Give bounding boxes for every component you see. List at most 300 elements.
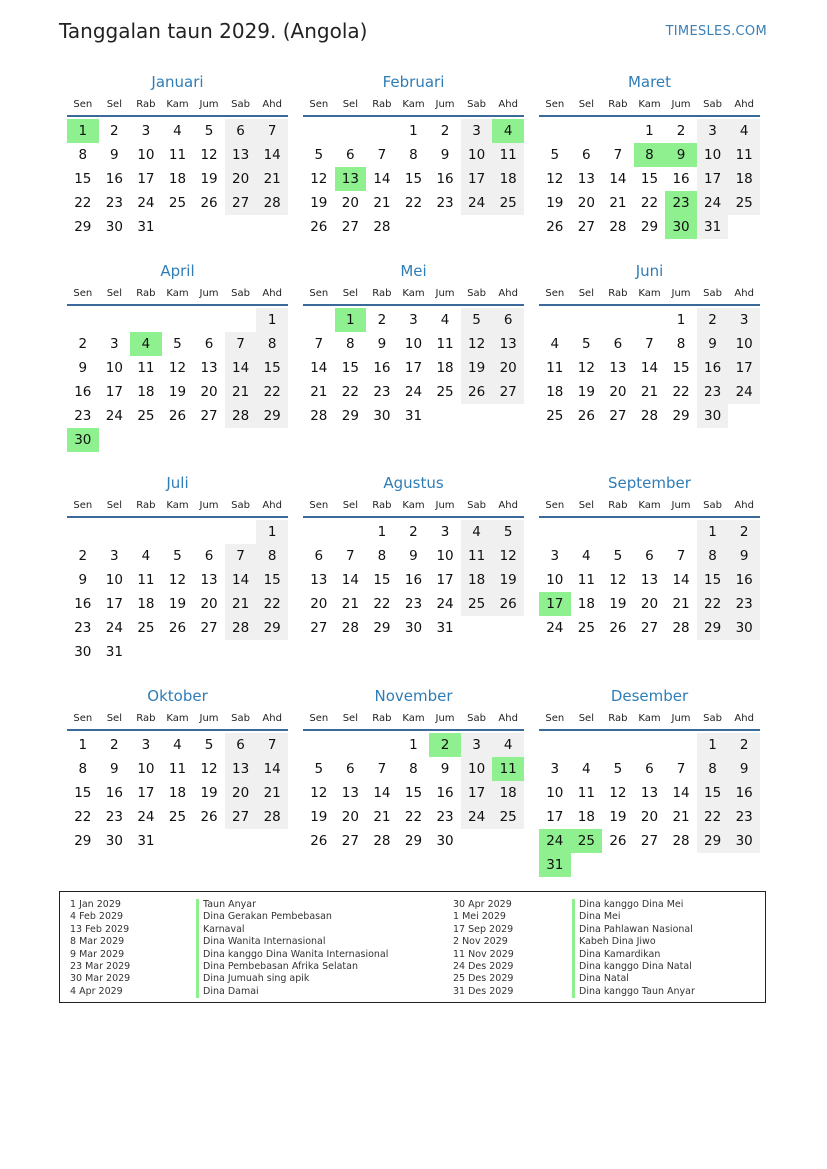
day-cell: 22 bbox=[74, 195, 92, 211]
day-cell: 15 bbox=[373, 572, 391, 588]
day-cell: 17 bbox=[461, 781, 493, 805]
holiday-name: Dina Pahlawan Nasional bbox=[572, 924, 695, 936]
holiday-date: 17 Sep 2029 bbox=[453, 923, 514, 935]
weekday-label: Sel bbox=[578, 288, 594, 299]
day-cell: 18 bbox=[461, 568, 493, 592]
day-cell: 1 bbox=[676, 312, 686, 328]
holiday-date: 4 Apr 2029 bbox=[70, 985, 123, 997]
day-cell: 12 bbox=[492, 544, 524, 568]
weekday-header bbox=[303, 709, 524, 731]
day-cell: 19 bbox=[310, 195, 328, 211]
month-mei bbox=[303, 260, 524, 428]
day-cell: 6 bbox=[645, 761, 654, 777]
day-cell: 8 bbox=[256, 332, 288, 356]
day-cell: 28 bbox=[256, 191, 288, 215]
day-cell: 7 bbox=[377, 147, 387, 163]
day-cell: 8 bbox=[78, 761, 88, 777]
day-cell: 11 bbox=[168, 147, 187, 163]
day-cell: 19 bbox=[200, 785, 218, 801]
day-cell: 26 bbox=[168, 620, 187, 636]
day-cell: 16 bbox=[436, 171, 454, 187]
holiday-list bbox=[59, 891, 766, 1003]
holiday-day-cell: 24 bbox=[539, 829, 571, 853]
day-cell: 5 bbox=[204, 123, 214, 139]
weekday-label: Sen bbox=[73, 288, 93, 299]
month-maret bbox=[539, 71, 760, 239]
day-cell: 9 bbox=[728, 757, 760, 781]
day-cell: 22 bbox=[640, 195, 659, 211]
day-cell: 21 bbox=[341, 596, 359, 612]
weekday-header bbox=[67, 284, 288, 306]
day-cell: 14 bbox=[672, 785, 690, 801]
day-cell: 21 bbox=[256, 781, 288, 805]
weekday-label: Sen bbox=[545, 288, 565, 299]
day-cell: 9 bbox=[440, 147, 450, 163]
day-cell: 3 bbox=[728, 308, 760, 332]
empty-cell bbox=[366, 733, 398, 757]
day-cell: 29 bbox=[74, 219, 92, 235]
day-cell: 27 bbox=[200, 620, 218, 636]
weekday-label: Sel bbox=[106, 99, 122, 110]
day-cell: 15 bbox=[341, 360, 359, 376]
day-cell: 15 bbox=[256, 356, 288, 380]
holiday-date: 13 Feb 2029 bbox=[70, 923, 130, 935]
day-cell: 30 bbox=[404, 620, 423, 636]
day-cell: 11 bbox=[461, 544, 493, 568]
day-cell: 27 bbox=[225, 805, 257, 829]
month-oktober bbox=[67, 685, 288, 853]
weekday-label: Kam bbox=[638, 99, 661, 110]
empty-cell bbox=[130, 520, 162, 544]
weekday-header bbox=[303, 496, 524, 518]
day-cell: 2 bbox=[110, 123, 119, 139]
day-cell: 6 bbox=[204, 336, 214, 352]
day-cell: 12 bbox=[310, 785, 328, 801]
weekday-label: Kam bbox=[638, 288, 661, 299]
day-cell: 26 bbox=[577, 408, 595, 424]
day-cell: 25 bbox=[436, 384, 454, 400]
day-cell: 20 bbox=[341, 809, 359, 825]
holiday-name: Dina Pembebasan Afrika Selatan bbox=[196, 961, 388, 973]
month-name: Mei bbox=[400, 262, 427, 280]
holiday-day-cell: 17 bbox=[539, 592, 571, 616]
day-cell: 4 bbox=[173, 737, 182, 753]
day-cell: 20 bbox=[225, 167, 257, 191]
empty-cell bbox=[99, 308, 131, 332]
holiday-day-cell: 2 bbox=[429, 733, 461, 757]
day-cell: 18 bbox=[492, 781, 524, 805]
weekday-label: Sen bbox=[73, 99, 93, 110]
day-cell: 14 bbox=[373, 785, 391, 801]
day-cell: 10 bbox=[697, 143, 729, 167]
weekday-label: Jum bbox=[671, 713, 691, 724]
month-name: Agustus bbox=[383, 474, 444, 492]
month-name: Februari bbox=[382, 73, 445, 91]
day-cell: 3 bbox=[110, 336, 119, 352]
day-cell: 14 bbox=[341, 572, 359, 588]
holiday-date: 2 Nov 2029 bbox=[453, 936, 508, 948]
day-cell: 3 bbox=[550, 548, 560, 564]
holiday-name: Dina kanggo Dina Wanita Internasional bbox=[196, 949, 388, 961]
day-cell: 9 bbox=[697, 332, 729, 356]
empty-cell bbox=[366, 119, 398, 143]
day-cell: 26 bbox=[200, 809, 218, 825]
day-cell: 9 bbox=[728, 544, 760, 568]
day-cell: 14 bbox=[225, 356, 257, 380]
day-cell: 16 bbox=[697, 356, 729, 380]
day-cell: 30 bbox=[728, 829, 760, 853]
day-cell: 5 bbox=[173, 336, 182, 352]
day-cell: 18 bbox=[492, 167, 524, 191]
weekday-label: Jum bbox=[199, 500, 219, 511]
empty-cell bbox=[303, 520, 335, 544]
weekday-header bbox=[67, 496, 288, 518]
day-cell: 18 bbox=[137, 384, 155, 400]
holiday-day-cell: 4 bbox=[130, 332, 162, 356]
weekday-header bbox=[303, 95, 524, 117]
day-cell: 1 bbox=[697, 733, 729, 757]
day-cell: 10 bbox=[546, 785, 564, 801]
weekday-label: Kam bbox=[638, 713, 661, 724]
day-cell: 31 bbox=[137, 219, 155, 235]
weekday-label: Sel bbox=[342, 500, 358, 511]
day-cell: 27 bbox=[341, 219, 359, 235]
empty-cell bbox=[571, 733, 603, 757]
day-cell: 3 bbox=[141, 123, 151, 139]
day-cell: 26 bbox=[168, 408, 187, 424]
day-cell: 1 bbox=[377, 524, 387, 540]
weekday-label: Kam bbox=[166, 713, 189, 724]
day-cell: 27 bbox=[609, 408, 627, 424]
month-agustus bbox=[303, 472, 524, 640]
weekday-label: Sen bbox=[545, 500, 565, 511]
day-cell: 27 bbox=[492, 380, 524, 404]
day-cell: 12 bbox=[168, 572, 187, 588]
empty-cell bbox=[665, 733, 697, 757]
day-cell: 17 bbox=[728, 356, 760, 380]
holiday-name: Dina Gerakan Pembebasan bbox=[196, 911, 388, 923]
weekday-label: Ahd bbox=[734, 500, 754, 511]
empty-cell bbox=[130, 308, 162, 332]
weekday-label: Ahd bbox=[734, 713, 754, 724]
day-cell: 16 bbox=[105, 785, 123, 801]
month-name: April bbox=[160, 262, 195, 280]
month-name: November bbox=[374, 687, 453, 705]
day-cell: 19 bbox=[609, 809, 627, 825]
day-cell: 18 bbox=[546, 384, 564, 400]
day-cell: 18 bbox=[137, 596, 155, 612]
day-cell: 20 bbox=[225, 781, 257, 805]
day-cell: 14 bbox=[672, 572, 690, 588]
day-cell: 16 bbox=[74, 384, 92, 400]
holiday-name: Dina Natal bbox=[572, 973, 695, 985]
day-cell: 25 bbox=[492, 191, 524, 215]
day-cell: 15 bbox=[74, 171, 92, 187]
weekday-label: Sen bbox=[73, 713, 93, 724]
day-cell: 19 bbox=[310, 809, 328, 825]
day-cell: 23 bbox=[728, 805, 760, 829]
day-cell: 11 bbox=[577, 785, 595, 801]
holiday-name: Dina Wanita Internasional bbox=[196, 936, 388, 948]
holiday-date: 9 Mar 2029 bbox=[70, 948, 125, 960]
weekday-header bbox=[539, 709, 760, 731]
day-cell: 11 bbox=[728, 143, 760, 167]
day-cell: 17 bbox=[105, 596, 123, 612]
day-grid bbox=[539, 733, 760, 877]
day-cell: 4 bbox=[492, 733, 524, 757]
brand-link[interactable]: TIMESLES.COM bbox=[665, 24, 767, 39]
weekday-label: Rab bbox=[372, 500, 392, 511]
day-cell: 3 bbox=[409, 312, 418, 328]
day-cell: 21 bbox=[672, 809, 690, 825]
day-grid bbox=[539, 308, 760, 428]
day-cell: 25 bbox=[168, 809, 187, 825]
holiday-name: Dina kanggo Taun Anyar bbox=[572, 986, 695, 998]
weekday-label: Ahd bbox=[498, 288, 518, 299]
month-juli bbox=[67, 472, 288, 664]
day-cell: 27 bbox=[225, 191, 257, 215]
day-cell: 5 bbox=[314, 147, 324, 163]
day-cell: 6 bbox=[582, 147, 591, 163]
day-cell: 3 bbox=[697, 119, 729, 143]
weekday-label: Rab bbox=[608, 288, 628, 299]
weekday-label: Kam bbox=[166, 99, 189, 110]
page-title: Tanggalan taun 2029. (Angola) bbox=[59, 19, 368, 43]
day-cell: 4 bbox=[440, 312, 450, 328]
holiday-name: Dina Kamardikan bbox=[572, 949, 695, 961]
day-cell: 29 bbox=[697, 829, 729, 853]
weekday-label: Rab bbox=[608, 713, 628, 724]
weekday-label: Ahd bbox=[262, 288, 282, 299]
empty-cell bbox=[539, 733, 571, 757]
day-cell: 5 bbox=[582, 336, 591, 352]
weekday-label: Sab bbox=[703, 713, 722, 724]
day-cell: 26 bbox=[492, 592, 524, 616]
day-cell: 24 bbox=[728, 380, 760, 404]
weekday-label: Sab bbox=[231, 288, 250, 299]
day-cell: 30 bbox=[728, 616, 760, 640]
day-cell: 18 bbox=[168, 785, 187, 801]
empty-cell bbox=[335, 520, 367, 544]
holiday-day-cell: 30 bbox=[665, 215, 697, 239]
day-cell: 15 bbox=[697, 781, 729, 805]
day-cell: 30 bbox=[105, 219, 123, 235]
day-cell: 25 bbox=[137, 408, 155, 424]
day-cell: 22 bbox=[373, 596, 391, 612]
weekday-label: Jum bbox=[199, 288, 219, 299]
day-cell: 6 bbox=[225, 119, 257, 143]
weekday-label: Ahd bbox=[498, 99, 518, 110]
day-cell: 29 bbox=[640, 219, 659, 235]
weekday-label: Jum bbox=[199, 713, 219, 724]
holiday-names-col-1 bbox=[196, 899, 388, 998]
day-cell: 16 bbox=[728, 781, 760, 805]
month-juni bbox=[539, 260, 760, 428]
day-cell: 13 bbox=[492, 332, 524, 356]
day-cell: 21 bbox=[609, 195, 627, 211]
day-cell: 24 bbox=[697, 191, 729, 215]
day-cell: 10 bbox=[461, 757, 493, 781]
weekday-label: Kam bbox=[166, 288, 189, 299]
day-cell: 27 bbox=[341, 833, 359, 849]
weekday-label: Kam bbox=[166, 500, 189, 511]
day-cell: 23 bbox=[436, 809, 454, 825]
day-cell: 5 bbox=[204, 737, 214, 753]
day-cell: 18 bbox=[168, 171, 187, 187]
empty-cell bbox=[193, 308, 225, 332]
holiday-day-cell: 30 bbox=[67, 428, 99, 452]
day-cell: 19 bbox=[609, 596, 627, 612]
weekday-label: Sel bbox=[106, 500, 122, 511]
day-cell: 4 bbox=[582, 761, 591, 777]
day-cell: 22 bbox=[341, 384, 359, 400]
empty-cell bbox=[634, 520, 666, 544]
empty-cell bbox=[571, 308, 603, 332]
day-cell: 16 bbox=[105, 171, 123, 187]
day-cell: 28 bbox=[225, 616, 257, 640]
weekday-header bbox=[303, 284, 524, 306]
day-cell: 28 bbox=[341, 620, 359, 636]
holiday-day-cell: 11 bbox=[492, 757, 524, 781]
day-cell: 10 bbox=[105, 360, 123, 376]
empty-cell bbox=[602, 733, 634, 757]
day-cell: 16 bbox=[672, 171, 690, 187]
weekday-label: Ahd bbox=[734, 288, 754, 299]
month-november bbox=[303, 685, 524, 853]
day-cell: 12 bbox=[609, 572, 627, 588]
day-cell: 9 bbox=[440, 761, 450, 777]
empty-cell bbox=[602, 119, 634, 143]
day-cell: 30 bbox=[74, 644, 92, 660]
day-grid bbox=[303, 119, 524, 239]
day-cell: 17 bbox=[436, 572, 454, 588]
day-cell: 23 bbox=[105, 195, 123, 211]
empty-cell bbox=[67, 520, 99, 544]
day-cell: 26 bbox=[200, 195, 218, 211]
day-cell: 22 bbox=[697, 805, 729, 829]
day-cell: 12 bbox=[461, 332, 493, 356]
day-cell: 3 bbox=[461, 119, 493, 143]
empty-cell bbox=[193, 520, 225, 544]
holiday-date: 30 Mar 2029 bbox=[70, 973, 131, 985]
day-cell: 23 bbox=[728, 592, 760, 616]
day-cell: 28 bbox=[256, 805, 288, 829]
day-cell: 14 bbox=[609, 171, 627, 187]
weekday-label: Rab bbox=[372, 713, 392, 724]
day-cell: 22 bbox=[74, 809, 92, 825]
day-cell: 15 bbox=[672, 360, 690, 376]
day-cell: 3 bbox=[110, 548, 119, 564]
empty-cell bbox=[602, 308, 634, 332]
day-cell: 20 bbox=[492, 356, 524, 380]
holiday-names-col-2 bbox=[572, 899, 695, 998]
day-cell: 14 bbox=[373, 171, 391, 187]
weekday-label: Sab bbox=[231, 99, 250, 110]
weekday-label: Jum bbox=[199, 99, 219, 110]
day-cell: 13 bbox=[640, 785, 659, 801]
holiday-date: 25 Des 2029 bbox=[453, 973, 514, 985]
day-cell: 5 bbox=[550, 147, 560, 163]
day-cell: 5 bbox=[314, 761, 324, 777]
day-cell: 26 bbox=[609, 833, 627, 849]
day-cell: 20 bbox=[341, 195, 359, 211]
day-cell: 8 bbox=[697, 757, 729, 781]
day-grid bbox=[67, 520, 288, 664]
day-cell: 20 bbox=[609, 384, 627, 400]
day-cell: 25 bbox=[137, 620, 155, 636]
weekday-label: Sen bbox=[309, 713, 329, 724]
day-cell: 2 bbox=[728, 733, 760, 757]
holiday-name: Dina Mei bbox=[572, 911, 695, 923]
weekday-label: Sel bbox=[342, 288, 358, 299]
weekday-header bbox=[539, 284, 760, 306]
day-cell: 29 bbox=[341, 408, 359, 424]
holiday-date: 30 Apr 2029 bbox=[453, 899, 512, 910]
day-cell: 7 bbox=[225, 544, 257, 568]
holiday-name: Taun Anyar bbox=[196, 899, 388, 911]
month-name: September bbox=[608, 474, 691, 492]
day-cell: 17 bbox=[137, 785, 155, 801]
day-grid bbox=[67, 308, 288, 452]
weekday-label: Sab bbox=[467, 713, 486, 724]
day-cell: 24 bbox=[436, 596, 454, 612]
day-grid bbox=[67, 733, 288, 853]
weekday-label: Kam bbox=[638, 500, 661, 511]
weekday-label: Rab bbox=[608, 500, 628, 511]
day-cell: 30 bbox=[697, 404, 729, 428]
day-cell: 11 bbox=[492, 143, 524, 167]
holiday-dates-col-1 bbox=[70, 899, 130, 998]
day-grid bbox=[539, 119, 760, 239]
day-cell: 29 bbox=[256, 616, 288, 640]
empty-cell bbox=[99, 520, 131, 544]
day-cell: 19 bbox=[168, 596, 187, 612]
day-cell: 12 bbox=[577, 360, 595, 376]
weekday-label: Ahd bbox=[262, 99, 282, 110]
day-cell: 28 bbox=[373, 219, 391, 235]
weekday-label: Sab bbox=[703, 500, 722, 511]
empty-cell bbox=[634, 308, 666, 332]
day-cell: 5 bbox=[461, 308, 493, 332]
day-cell: 21 bbox=[640, 384, 659, 400]
holiday-date: 24 Des 2029 bbox=[453, 960, 514, 972]
day-cell: 7 bbox=[346, 548, 355, 564]
empty-cell bbox=[162, 308, 194, 332]
day-cell: 22 bbox=[404, 809, 423, 825]
day-cell: 15 bbox=[404, 171, 423, 187]
day-cell: 2 bbox=[110, 737, 119, 753]
holiday-date: 11 Nov 2029 bbox=[453, 948, 514, 960]
weekday-label: Kam bbox=[402, 500, 425, 511]
day-cell: 15 bbox=[256, 568, 288, 592]
day-cell: 14 bbox=[225, 568, 257, 592]
holiday-date: 8 Mar 2029 bbox=[70, 936, 125, 948]
day-cell: 26 bbox=[461, 380, 493, 404]
day-cell: 11 bbox=[168, 761, 187, 777]
day-cell: 24 bbox=[461, 191, 493, 215]
day-cell: 7 bbox=[613, 147, 623, 163]
day-cell: 9 bbox=[409, 548, 418, 564]
day-cell: 2 bbox=[440, 123, 450, 139]
day-cell: 7 bbox=[256, 733, 288, 757]
day-cell: 1 bbox=[78, 737, 88, 753]
day-cell: 27 bbox=[640, 833, 659, 849]
day-cell: 13 bbox=[200, 572, 218, 588]
day-cell: 16 bbox=[373, 360, 391, 376]
weekday-label: Sel bbox=[342, 713, 358, 724]
day-cell: 2 bbox=[676, 123, 686, 139]
day-cell: 1 bbox=[645, 123, 654, 139]
